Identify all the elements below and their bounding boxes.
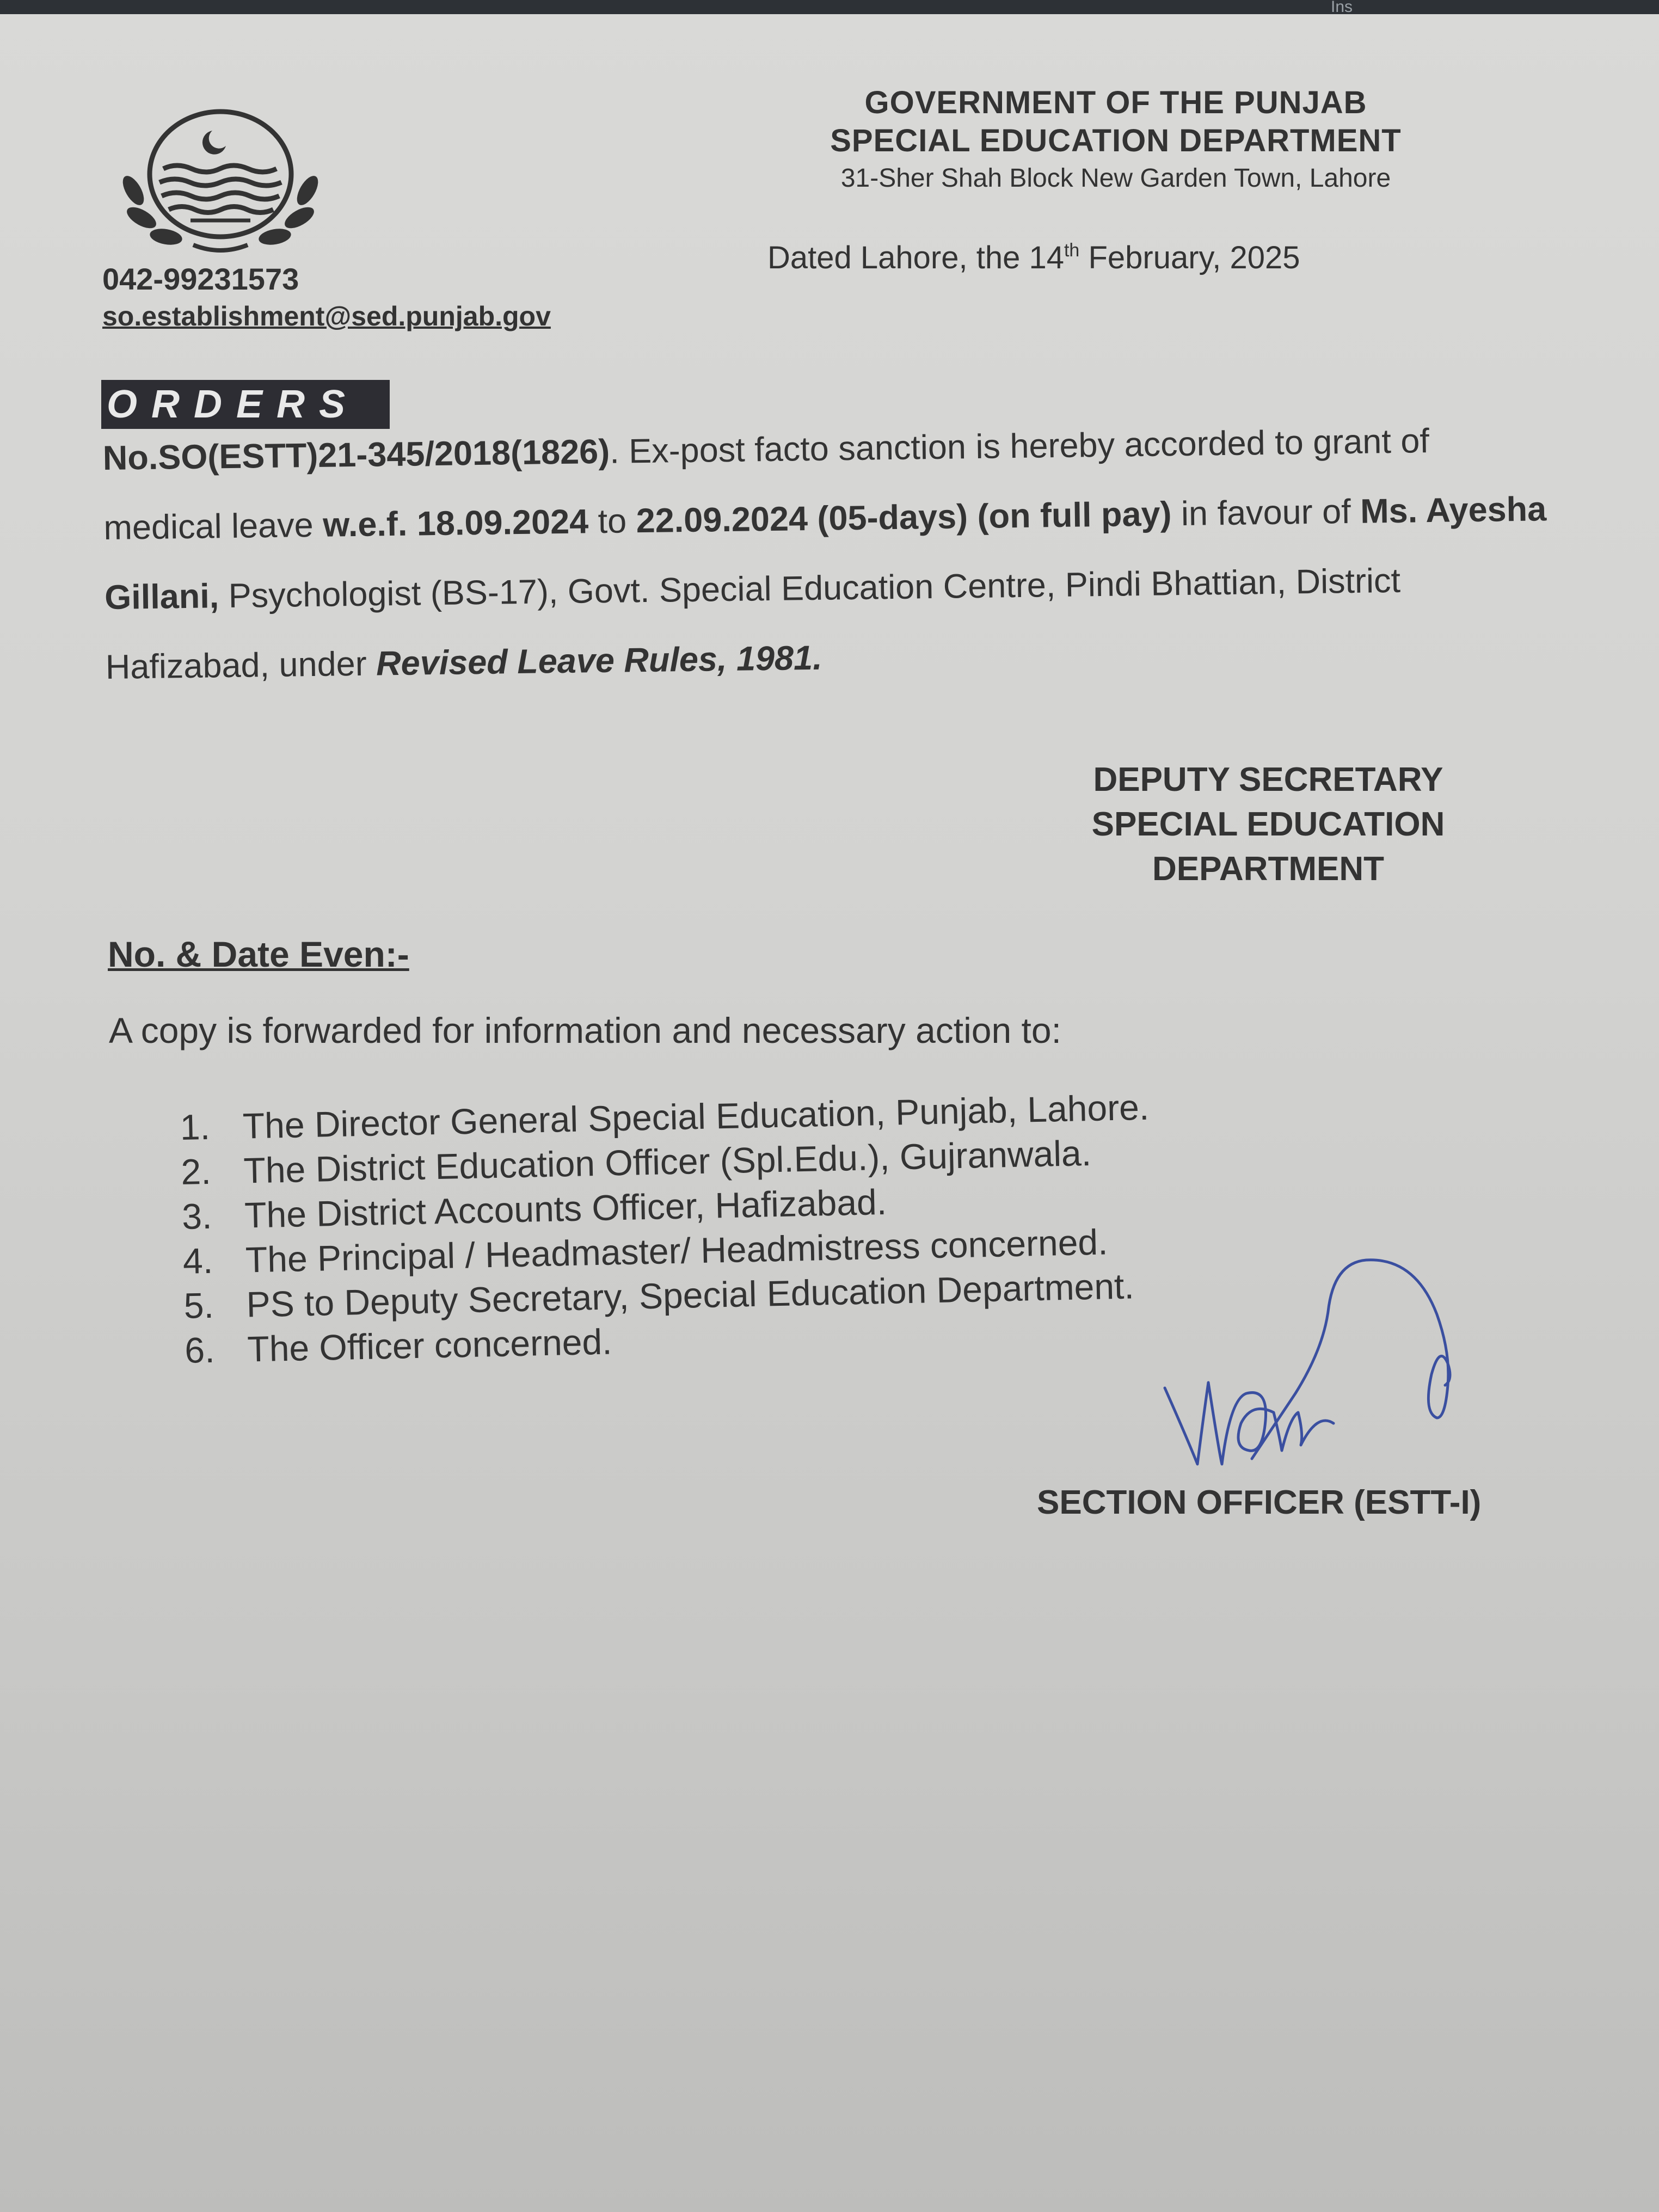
header-government: GOVERNMENT OF THE PUNJAB — [864, 85, 1367, 120]
keyboard-edge — [0, 0, 1659, 14]
signatory-title-1: DEPUTY SECRETARY — [1093, 761, 1443, 798]
order-paragraph: No.SO(ESTT)21-345/2018(1826). Ex-post facto sanction is hereby accorded to grant of medical leave w.e.f. 18.09.2024 to 22.09.2024 (05-days) (on full pay) in favour of Ms. Ayesha Gillani, Psychologist (BS-17), Govt. Special Education Centre, Pindi Bhattian, District Hafizabad, under Revised Leave Rules, 1981. — [102, 422, 1547, 686]
signatory-title-2: SPECIAL EDUCATION — [1091, 806, 1445, 843]
contact-phone: 042-99231573 — [102, 262, 299, 296]
header-department: SPECIAL EDUCATION DEPARTMENT — [830, 123, 1402, 158]
even-heading: No. & Date Even:- — [108, 934, 409, 974]
signatory-title-3: DEPARTMENT — [1152, 850, 1384, 888]
orders-label: ORDERS — [101, 380, 390, 429]
list-item: 6. The Officer concerned. — [184, 1321, 613, 1371]
header-address: 31-Sher Shah Block New Garden Town, Lahore — [840, 164, 1391, 193]
section-officer-title: SECTION OFFICER (ESTT-I) — [1037, 1484, 1482, 1521]
list-item: 4. The Principal / Headmaster/ Headmistress concerned. — [182, 1221, 1109, 1281]
list-item: 3. The District Accounts Officer, Hafizabad. — [181, 1181, 887, 1237]
list-item: 1. The Director General Special Education, Punjab, Lahore. — [180, 1086, 1150, 1147]
punjab-emblem-logo — [112, 109, 329, 256]
handwritten-signature — [1154, 1252, 1557, 1491]
list-item: 2. The District Education Officer (Spl.Edu.), Gujranwala. — [180, 1132, 1092, 1192]
employee-name: Ms. Ayesha Gillani, — [104, 490, 1547, 617]
rules-reference: Revised Leave Rules, 1981. — [376, 638, 823, 683]
key-label-ins: Ins — [1331, 0, 1353, 16]
copy-forward-text: A copy is forwarded for information and necessary action to: — [109, 1010, 1061, 1050]
reference-number: No.SO(ESTT)21-345/2018(1826) — [102, 432, 610, 477]
contact-email: so.establishment@sed.punjab.gov — [102, 301, 551, 331]
document-date: Dated Lahore, the 14th February, 2025 — [767, 240, 1300, 275]
list-item: 5. PS to Deputy Secretary, Special Education Department. — [183, 1265, 1135, 1326]
recipient-list — [180, 1085, 1154, 1373]
